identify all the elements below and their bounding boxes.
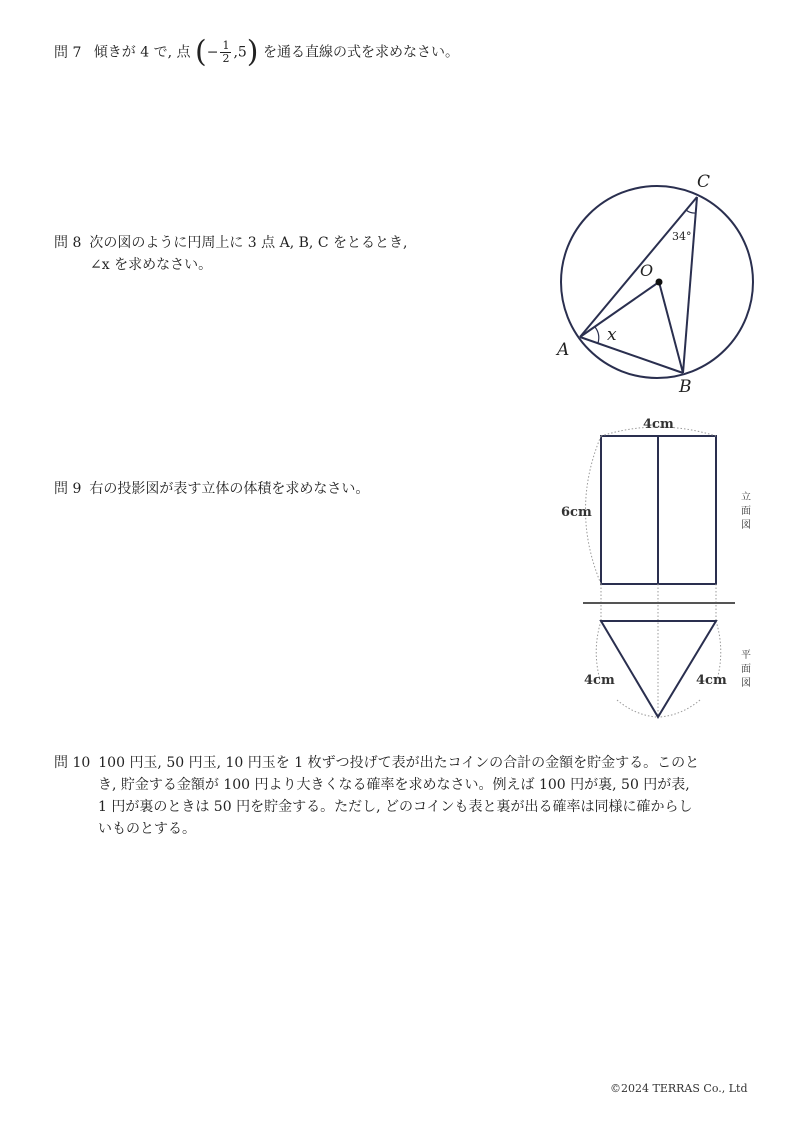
question-number: 問 9 xyxy=(54,481,82,497)
label-A: A xyxy=(557,340,570,360)
elevation-char-2: 面 xyxy=(741,506,751,517)
left-side-arc-top xyxy=(596,621,601,680)
point-y: ,5 xyxy=(233,44,247,61)
left-paren: ( xyxy=(194,34,207,70)
question-text: 右の投影図が表す立体の体積を求めなさい。 xyxy=(89,481,370,497)
segment-OB xyxy=(659,282,683,373)
left-side-label: 4cm xyxy=(584,673,615,688)
angle-x-arc xyxy=(595,327,599,343)
segment-AC xyxy=(580,197,697,337)
label-C: C xyxy=(697,172,711,192)
minus-sign: − xyxy=(206,44,219,61)
label-B: B xyxy=(679,377,692,397)
plan-char-2: 面 xyxy=(741,664,751,675)
plan-char-3: 図 xyxy=(741,678,751,689)
fraction-numerator: 1 xyxy=(222,39,230,52)
question-number: 問 10 xyxy=(54,755,91,771)
height-label: 6cm xyxy=(561,505,592,520)
center-point-O xyxy=(656,279,663,286)
question-text-line1: 次の図のように円周上に 3 点 A, B, C をとるとき, xyxy=(89,235,408,251)
plan-char-1: 平 xyxy=(741,650,751,661)
plan-label xyxy=(741,649,751,689)
question-text-line4: いものとする。 xyxy=(98,821,196,837)
question-number: 問 7 xyxy=(54,44,82,61)
segment-CB xyxy=(683,197,697,373)
elevation-label xyxy=(741,491,751,531)
elevation-view xyxy=(601,436,716,584)
question-text: 傾きが 4 で, 点 xyxy=(93,44,191,61)
question-text-line2: き, 貯金する金額が 100 円より大きくなる確率を求めなさい。例えば 100 円が裏, 50 円が表, xyxy=(98,777,690,793)
question-text-line1: 100 円玉, 50 円玉, 10 円玉を 1 枚ずつ投げて表が出たコインの合計の金額を貯金する。このと xyxy=(98,755,700,771)
question-text-line3: 1 円が裏のときは 50 円を貯金する。ただし, どのコインも表と裏が出る確率は同様に確からし xyxy=(98,799,693,815)
question-text-line2: ∠x を求めなさい。 xyxy=(90,257,213,273)
question-text-end: を通る直線の式を求めなさい。 xyxy=(262,44,459,61)
angle-C-arc xyxy=(686,210,696,213)
label-O: O xyxy=(640,261,654,280)
right-paren: ) xyxy=(246,34,259,70)
elevation-char-3: 図 xyxy=(741,520,751,531)
question-number: 問 8 xyxy=(54,235,82,251)
label-34-degrees: 34° xyxy=(672,230,692,243)
right-side-label: 4cm xyxy=(696,673,727,688)
fraction-denominator: 2 xyxy=(222,52,230,65)
label-x: x xyxy=(607,325,617,345)
elevation-char-1: 立 xyxy=(741,492,751,503)
right-side-arc-top xyxy=(716,621,721,680)
width-label: 4cm xyxy=(643,417,674,432)
copyright-footer: ©2024 TERRAS Co., Ltd xyxy=(610,1082,748,1095)
